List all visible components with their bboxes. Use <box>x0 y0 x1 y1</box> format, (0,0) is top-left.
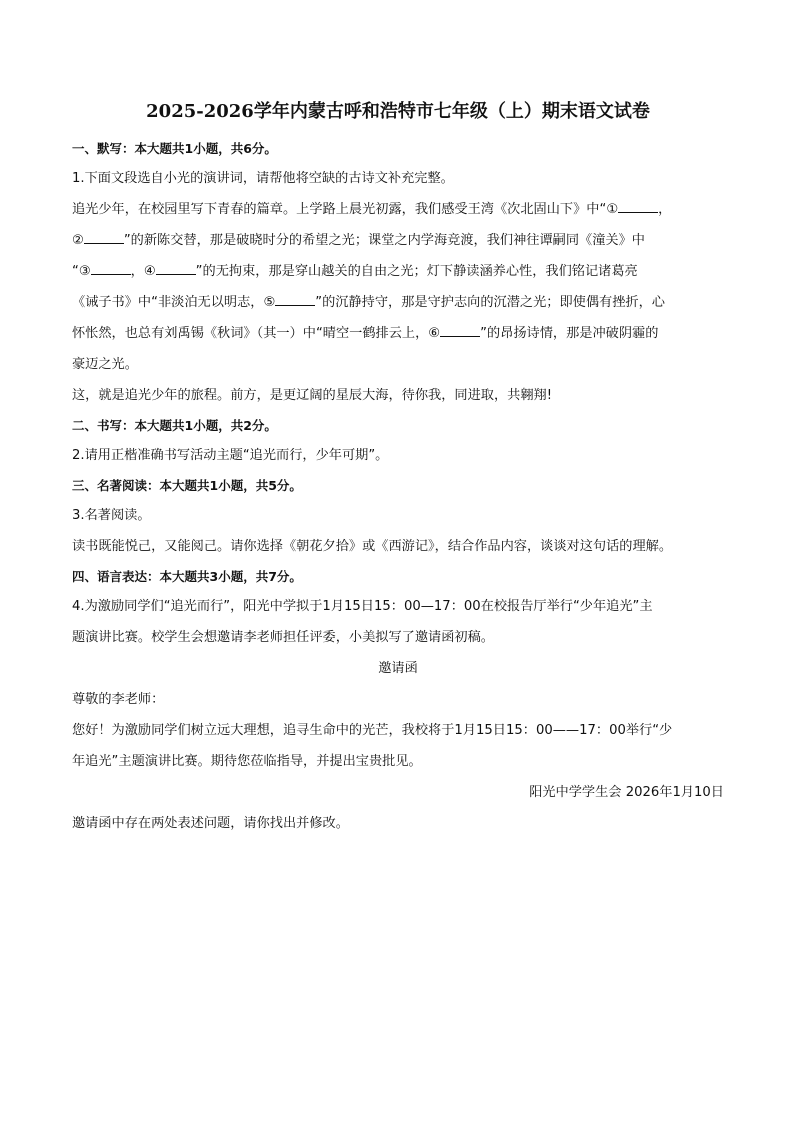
question-4-question: 邀请函中存在两处表述问题，请你找出并修改。 <box>72 816 349 831</box>
question-1-line-3: “③ ，④ ”的无拘束，那是穿山越关的自由之光；灯下静读涵养心性，我们铭记诸葛亮 <box>72 256 724 287</box>
question-1-stem: 1.下面文段选自小光的演讲词，请帮他将空缺的古诗文补充完整。 <box>72 171 454 186</box>
section-heading-1: 一、默写：本大题共1小题，共6分。 <box>72 141 277 156</box>
question-1-line-2: ② ”的新陈交替，那是破晓时分的希望之光；课堂之内学海竞渡，我们神往谭嗣同《潼关》中 <box>72 225 724 256</box>
question-4-stem-2: 题演讲比赛。校学生会想邀请李老师担任评委，小美拟写了邀请函初稿。 <box>72 630 494 645</box>
letter-salutation: 尊敬的李老师： <box>72 692 165 707</box>
section-heading-4: 四、语言表达：本大题共3小题，共7分。 <box>72 569 302 584</box>
answer-blank-1 <box>618 199 658 213</box>
letter-body-2: 年追光”主题演讲比赛。期待您莅临指导，并提出宝贵批见。 <box>72 754 422 769</box>
section-heading-3: 三、名著阅读：本大题共1小题，共5分。 <box>72 478 302 493</box>
letter-body-1: 您好！为激励同学们树立远大理想，追寻生命中的光芒，我校将于1月15日15：00——17：00举行“少 <box>72 723 673 738</box>
question-1-line-6: 豪迈之光。 <box>72 357 138 372</box>
question-3-stem: 3.名著阅读。 <box>72 508 151 523</box>
question-1-line-5: 怀怅然，也总有刘禹锡《秋词》（其一）中“晴空一鹤排云上，⑥ ”的昂扬诗情，那是冲破阴霾的 <box>72 318 724 349</box>
question-2-stem: 2.请用正楷准确书写活动主题“追光而行，少年可期”。 <box>72 448 389 463</box>
exam-page <box>72 100 724 839</box>
question-3-text: 读书既能悦己，又能阅己。请你选择《朝花夕拾》或《西游记》，结合作品内容，谈谈对这句话的理解。 <box>72 539 673 554</box>
question-1-closing: 这，就是追光少年的旅程。前方，是更辽阔的星辰大海，待你我，同进取，共翱翔! <box>72 388 553 403</box>
answer-blank-3 <box>91 261 131 275</box>
answer-blank-2 <box>84 230 124 244</box>
answer-blank-5 <box>275 292 315 306</box>
section-heading-2: 二、书写：本大题共1小题，共2分。 <box>72 418 277 433</box>
letter-title: 邀请函 <box>378 661 418 676</box>
answer-blank-4 <box>156 261 196 275</box>
question-1-line-4: 《诫子书》中“非淡泊无以明志，⑤ ”的沉静持守，那是守护志向的沉潜之光；即使偶有挫折，心 <box>72 287 724 318</box>
question-1-line-1: 追光少年，在校园里写下青春的篇章。上学路上晨光初露，我们感受王湾《次北固山下》中“① ， <box>72 194 724 225</box>
answer-blank-6 <box>440 323 480 337</box>
question-4-stem-1: 4.为激励同学们“追光而行”，阳光中学拟于1月15日15：00—17：00在校报告厅举行“少年追光”主 <box>72 599 653 614</box>
letter-signature: 阳光中学学生会 2026年1月10日 <box>529 785 724 800</box>
exam-title: 2025-2026学年内蒙古呼和浩特市七年级（上）期末语文试卷 <box>146 101 650 122</box>
